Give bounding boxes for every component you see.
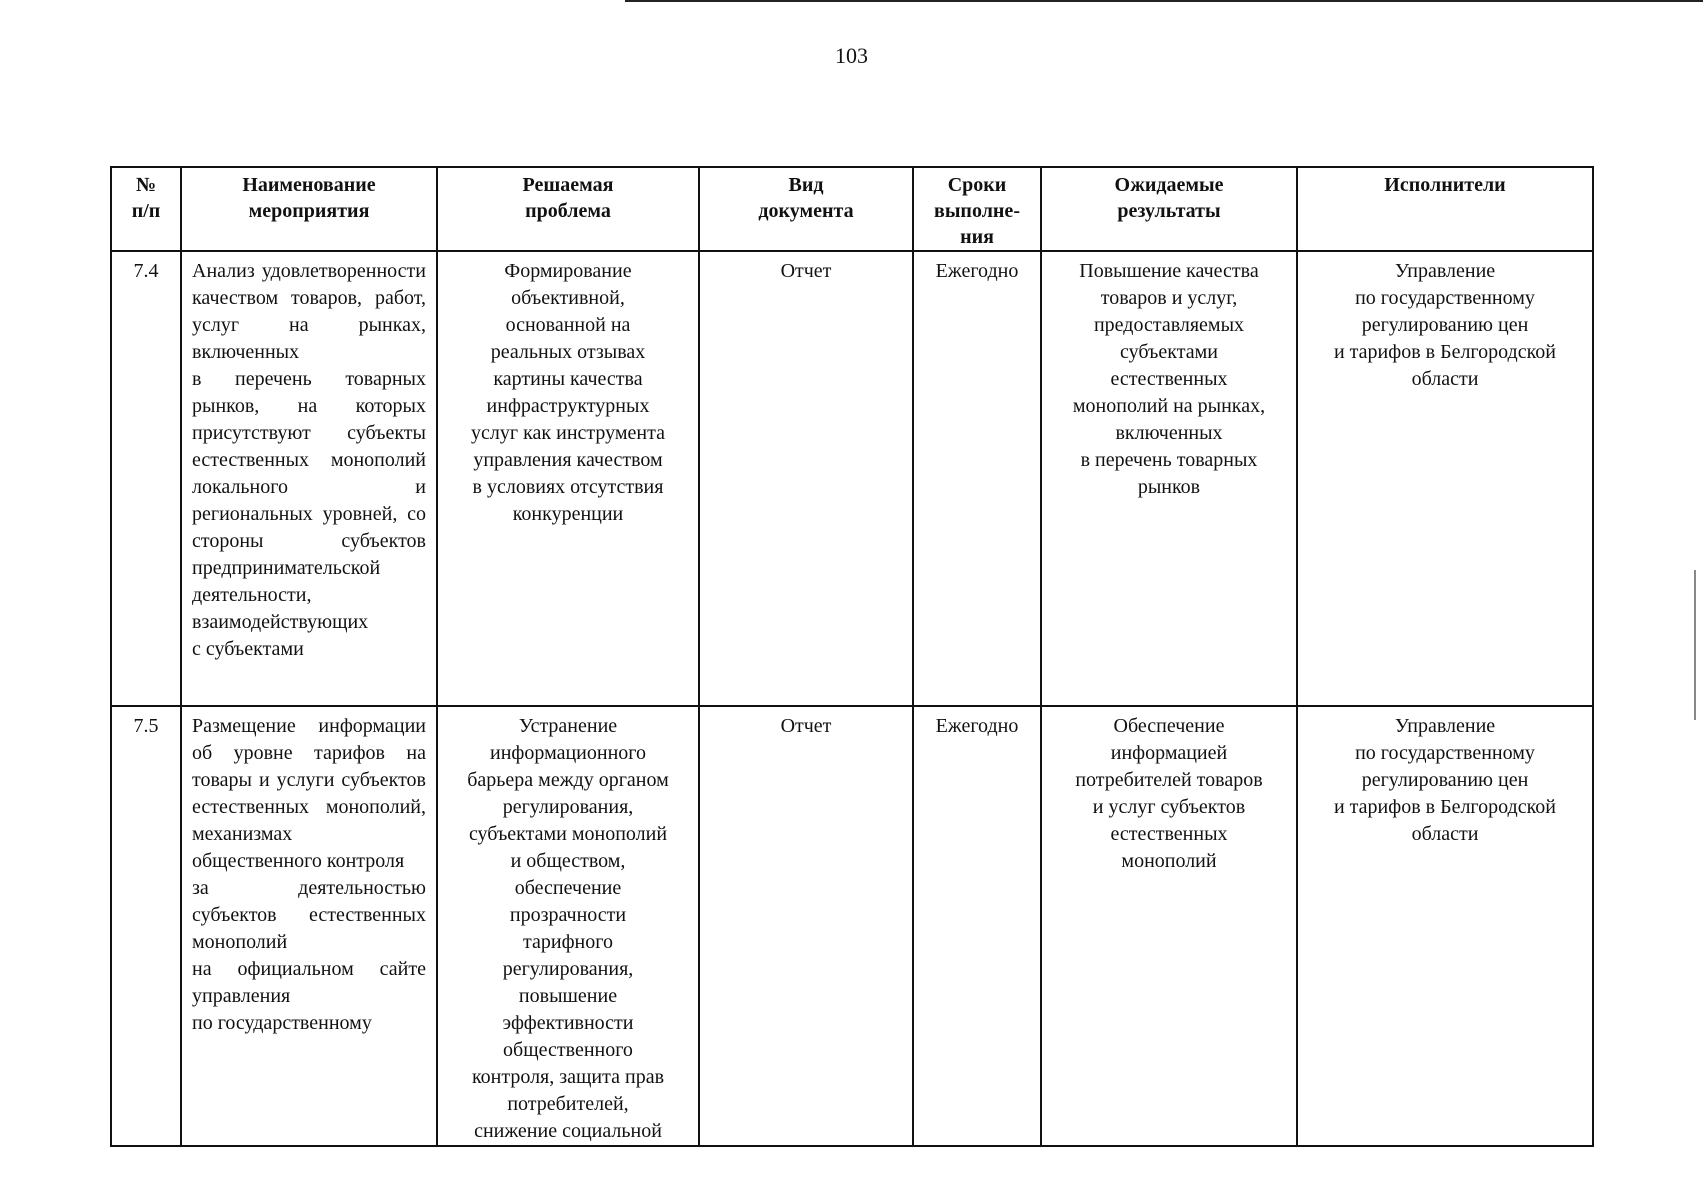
header-measure-name: Наименование мероприятия xyxy=(181,167,437,251)
header-executors: Исполнители xyxy=(1297,167,1593,251)
executors: Управление по государственному регулированию цен и тарифов в Белгородской области xyxy=(1297,706,1593,1146)
header-document-type: Вид документа xyxy=(699,167,913,251)
header-deadline: Сроки выполне- ния xyxy=(913,167,1041,251)
document-type: Отчет xyxy=(699,251,913,706)
page-number: 103 xyxy=(835,43,868,68)
header-problem: Решаемая проблема xyxy=(437,167,699,251)
document-type: Отчет xyxy=(699,706,913,1146)
expected-results: Повышение качества товаров и услуг, предоставляемых субъектами естественных монополий на рынках, включенных в перечень товарных рынков xyxy=(1041,251,1297,706)
table-header-row xyxy=(111,167,1593,251)
measure-name: Анализ удовлетворенности качеством товаров, работ, услуг на рынках, включенных в перечень товарных рынков, на которых присутствуют субъекты естественных монополий локального и региональных уровней, со стороны субъектов предпринимательской деятельности, взаимодействующих с субъектами xyxy=(181,251,437,706)
scan-edge-mark xyxy=(1694,570,1696,720)
expected-results: Обеспечение информацией потребителей товаров и услуг субъектов естественных монополий xyxy=(1041,706,1297,1146)
deadline: Ежегодно xyxy=(913,251,1041,706)
measures-table xyxy=(110,166,1594,1147)
executors: Управление по государственному регулированию цен и тарифов в Белгородской области xyxy=(1297,251,1593,706)
deadline: Ежегодно xyxy=(913,706,1041,1146)
row-number: 7.5 xyxy=(111,706,181,1146)
header-number: № п/п xyxy=(111,167,181,251)
top-rule xyxy=(625,0,1703,2)
measure-name: Размещение информации об уровне тарифов на товары и услуги субъектов естественных монополий, механизмах общественного контроля за деятельностью субъектов естественных монополий на официальном сайте управления по государственному xyxy=(181,706,437,1146)
table-row xyxy=(111,706,1593,1146)
header-expected-results: Ожидаемые результаты xyxy=(1041,167,1297,251)
problem: Устранение информационного барьера между органом регулирования, субъектами монополий и обществом, обеспечение прозрачности тарифного регулирования, повышение эффективности общественного контроля, защита прав потребителей, снижение социальной xyxy=(437,706,699,1146)
table-row xyxy=(111,251,1593,706)
row-number: 7.4 xyxy=(111,251,181,706)
problem: Формирование объективной, основанной на реальных отзывах картины качества инфраструктурных услуг как инструмента управления качеством в условиях отсутствия конкуренции xyxy=(437,251,699,706)
